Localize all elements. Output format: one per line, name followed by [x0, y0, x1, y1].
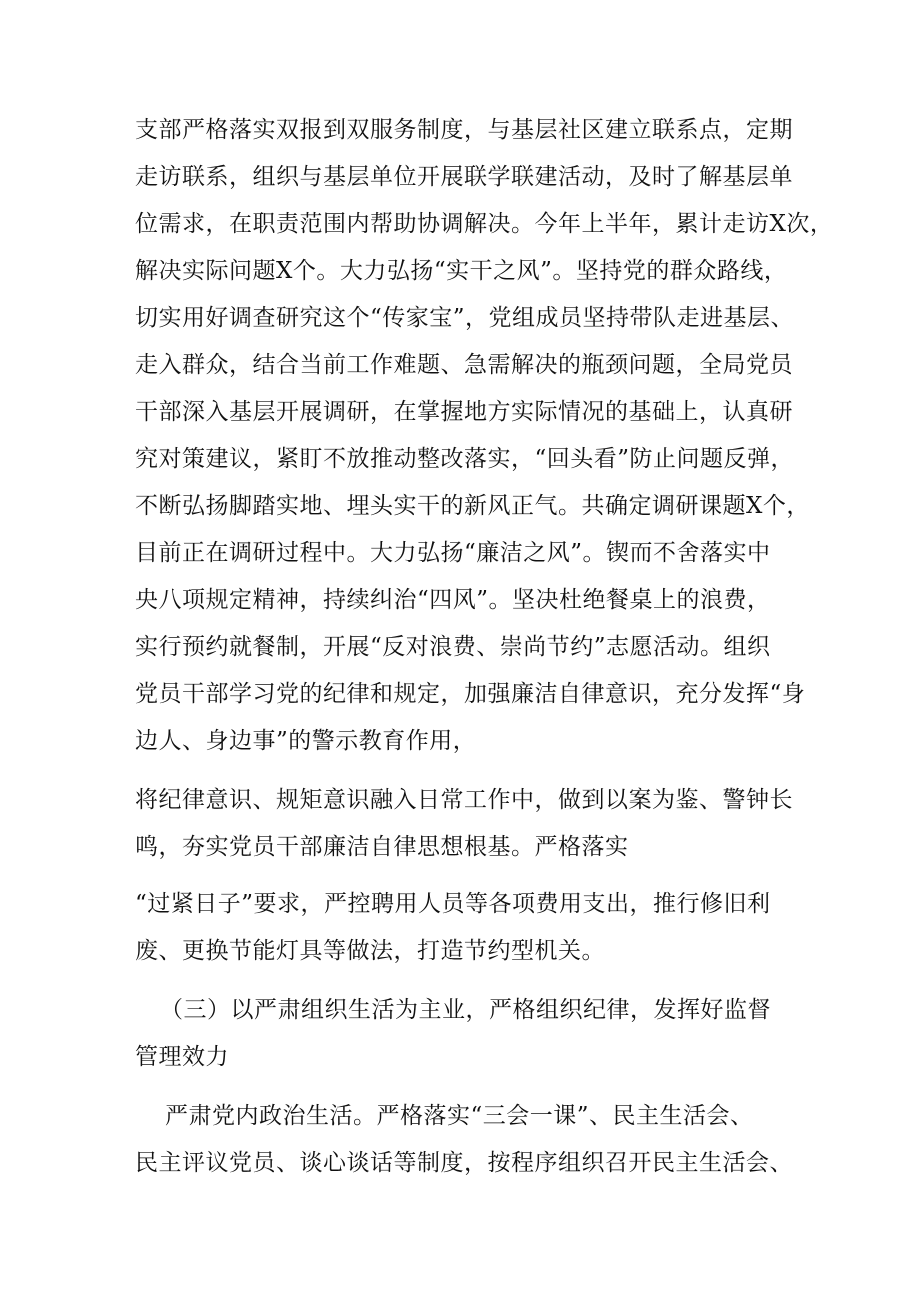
paragraph-line: 切实用好调查研究这个“传家宝”，党组成员坚持带队走进基层、 — [135, 305, 795, 331]
paragraph-line: 走入群众，结合当前工作难题、急需解决的瓶颈问题，全局党员 — [135, 352, 793, 378]
paragraph-line: 将纪律意识、规矩意识融入日常工作中，做到以案为鉴、警钟长 — [135, 787, 793, 813]
paragraph-line: 走访联系，组织与基层单位开展联学联建活动，及时了解基层单 — [135, 164, 793, 190]
paragraph-line: 边人、身边事”的警示教育作用， — [135, 728, 477, 754]
paragraph-line: 目前正在调研过程中。大力弘扬“廉洁之风”。锲而不舍落实中 — [135, 540, 771, 566]
paragraph-line: 干部深入基层开展调研，在掌握地方实际情况的基础上，认真研 — [135, 399, 793, 425]
paragraph-line: “过紧日子”要求，严控聘用人员等各项费用支出，推行修旧利 — [135, 891, 771, 917]
paragraph-line: 严肃党内政治生活。严格落实“三会一课”、民主生活会、 — [165, 1103, 754, 1129]
paragraph-line: 实行预约就餐制，开展“反对浪费、崇尚节约”志愿活动。组织 — [135, 634, 771, 660]
paragraph-line: 位需求，在职责范围内帮助协调解决。今年上半年，累计走访X次， — [135, 211, 834, 237]
paragraph-line: 废、更换节能灯具等做法，打造节约型机关。 — [135, 938, 605, 964]
section-heading-line: 管理效力 — [135, 1044, 229, 1070]
section-heading-line: （三）以严肃组织生活为主业，严格组织纪律，发挥好监督 — [160, 997, 771, 1023]
paragraph-line: 党员干部学习党的纪律和规定，加强廉洁自律意识，充分发挥“身 — [135, 681, 806, 707]
paragraph-line: 鸣，夯实党员干部廉洁自律思想根基。严格落实 — [135, 834, 629, 860]
paragraph-line: 不断弘扬脚踏实地、埋头实干的新风正气。共确定调研课题X个， — [135, 493, 810, 519]
paragraph-line: 民主评议党员、谈心谈话等制度，按程序组织召开民主生活会、 — [135, 1150, 793, 1176]
paragraph-line: 央八项规定精神，持续纠治“四风”。坚决杜绝餐桌上的浪费， — [135, 587, 771, 613]
paragraph-line: 究对策建议，紧盯不放推动整改落实，“回头看”防止问题反弹， — [135, 446, 795, 472]
paragraph-line: 支部严格落实双报到双服务制度，与基层社区建立联系点，定期 — [135, 117, 793, 143]
paragraph-line: 解决实际问题X个。大力弘扬“实干之风”。坚持党的群众路线， — [135, 258, 788, 284]
